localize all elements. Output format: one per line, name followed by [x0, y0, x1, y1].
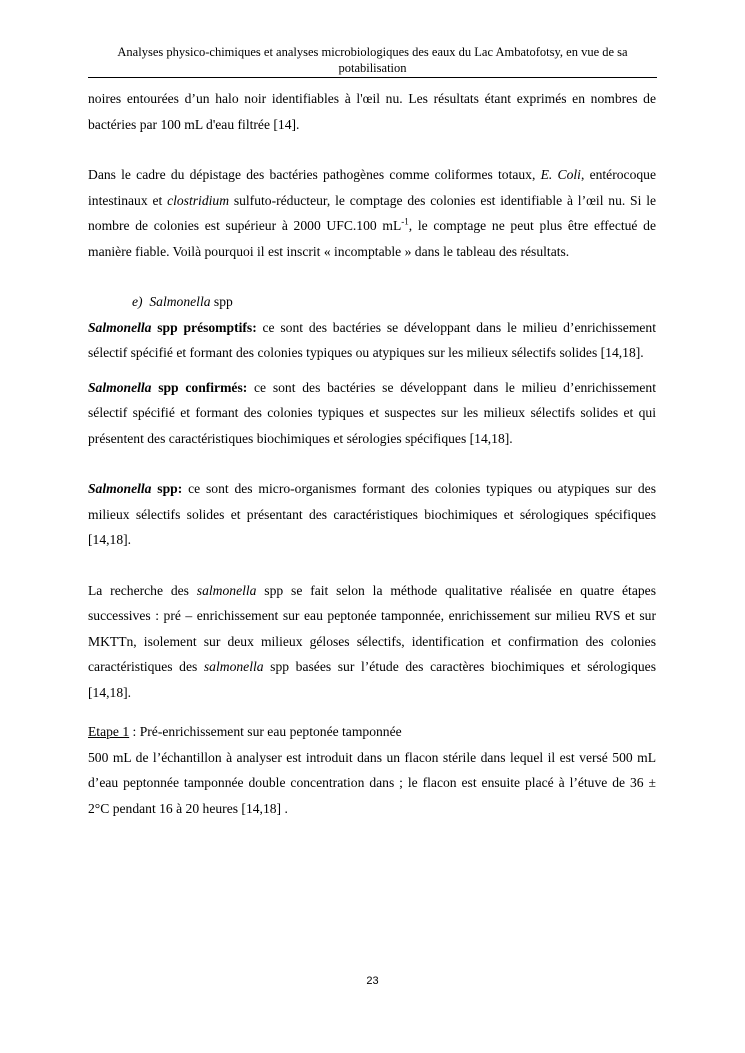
- header-rule: [88, 77, 657, 78]
- etape-label: Etape 1: [88, 724, 130, 739]
- term-italic: Salmonella: [88, 319, 152, 335]
- italic-run: salmonella: [196, 582, 257, 598]
- text-run: Dans le cadre du dépistage des bactéries pathogènes comme coliformes totaux,: [88, 167, 541, 182]
- text-run: ce sont des micro-organismes formant des colonies typiques ou atypiques sur des milieux sélectifs solides et présentant des caractéristiques biochimiques et sérologiques spécifiques [14,18].: [88, 481, 656, 547]
- text-run: ce sont des bactéries se développant dans le milieu d’enrichissement sélectif spécifié et formant des colonies typiques et suspectes sur les milieux sélectifs solides et qui présentent des caractéristiques biochimiques et sérologies spécifiques [14,18].: [88, 379, 656, 446]
- superscript: -1: [401, 216, 409, 227]
- paragraph-depistage: [88, 162, 656, 264]
- text-run: spp se fait selon la méthode qualitative réalisée en quatre étapes successives : pré – enrichissement sur eau peptonée tamponnée, enrichissement sur milieu RVS et sur MKTTn, isolement sur deux milieux géloses sélectifs, identification et confirmation des colonies caractéristiques des: [88, 582, 656, 674]
- spacer: [88, 137, 656, 162]
- term-bold: spp confirmés:: [151, 379, 248, 395]
- text-run: : Pré-enrichissement sur eau peptonée tamponnée: [129, 724, 402, 739]
- paragraph-halo: noires entourées d’un halo noir identifiables à l'œil nu. Les résultats étant exprimés en nombres de bactéries par 100 mL d'eau filtrée [14].: [88, 91, 656, 132]
- text-run: spp: [210, 294, 233, 309]
- etape1-title: [88, 719, 656, 745]
- paragraph-confirmes: [88, 375, 656, 452]
- section-heading-salmonella: [88, 289, 656, 315]
- body-text: [88, 86, 656, 821]
- term-bold: spp:: [151, 481, 183, 496]
- italic-run: clostridium: [167, 192, 230, 208]
- paragraph-spp: [88, 476, 656, 553]
- text-run: , entérocoque intestinaux et: [88, 167, 656, 208]
- spacer: [88, 553, 656, 578]
- italic-run: Salmonella: [149, 294, 211, 309]
- spacer: [88, 451, 656, 476]
- text-run: spp basées sur l’étude des caractères biochimiques et sérologiques [14,18].: [88, 659, 656, 700]
- term-italic: Salmonella: [88, 481, 152, 496]
- spacer: [88, 366, 656, 375]
- spacer: [88, 264, 656, 289]
- text-run: sulfuto-réducteur, le comptage des colonies est identifiable à l’œil nu. Si le nombre de colonies est supérieur à 2000 UFC.100 mL: [88, 192, 657, 233]
- italic-run: salmonella: [203, 659, 264, 674]
- term-italic: Salmonella: [88, 379, 152, 395]
- text-run: ce sont des bactéries se développant dans le milieu d’enrichissement sélectif spécifié et formant des colonies typiques ou atypiques sur les milieux sélectifs solides [14,18].: [88, 319, 656, 360]
- paragraph-etape1: 500 mL de l’échantillon à analyser est introduit dans un flacon stérile dans lequel il est versé 500 mL d’eau peptonnée tamponnée double concentration dans ; le flacon est ensuite placé à l’étuve de 36 ± 2°C pendant 16 à 20 heures [14,18] .: [88, 749, 656, 816]
- text-run: , le comptage ne peut plus être effectué de manière fiable. Voilà pourquoi il est inscrit « incomptable » dans le tableau des résultats.: [88, 218, 656, 259]
- italic-run: E. Coli: [540, 167, 581, 182]
- paragraph-presomptifs: [88, 315, 656, 366]
- page-number: 23: [366, 975, 379, 987]
- heading-label: e): [132, 294, 143, 309]
- text-run: La recherche des: [88, 582, 197, 598]
- running-header: Analyses physico-chimiques et analyses microbiologiques des eaux du Lac Ambatofotsy, en vue de sa potabilisation: [117, 45, 628, 75]
- paragraph-recherche: [88, 578, 656, 706]
- term-bold: spp présomptifs:: [151, 319, 257, 335]
- spacer: [88, 705, 656, 719]
